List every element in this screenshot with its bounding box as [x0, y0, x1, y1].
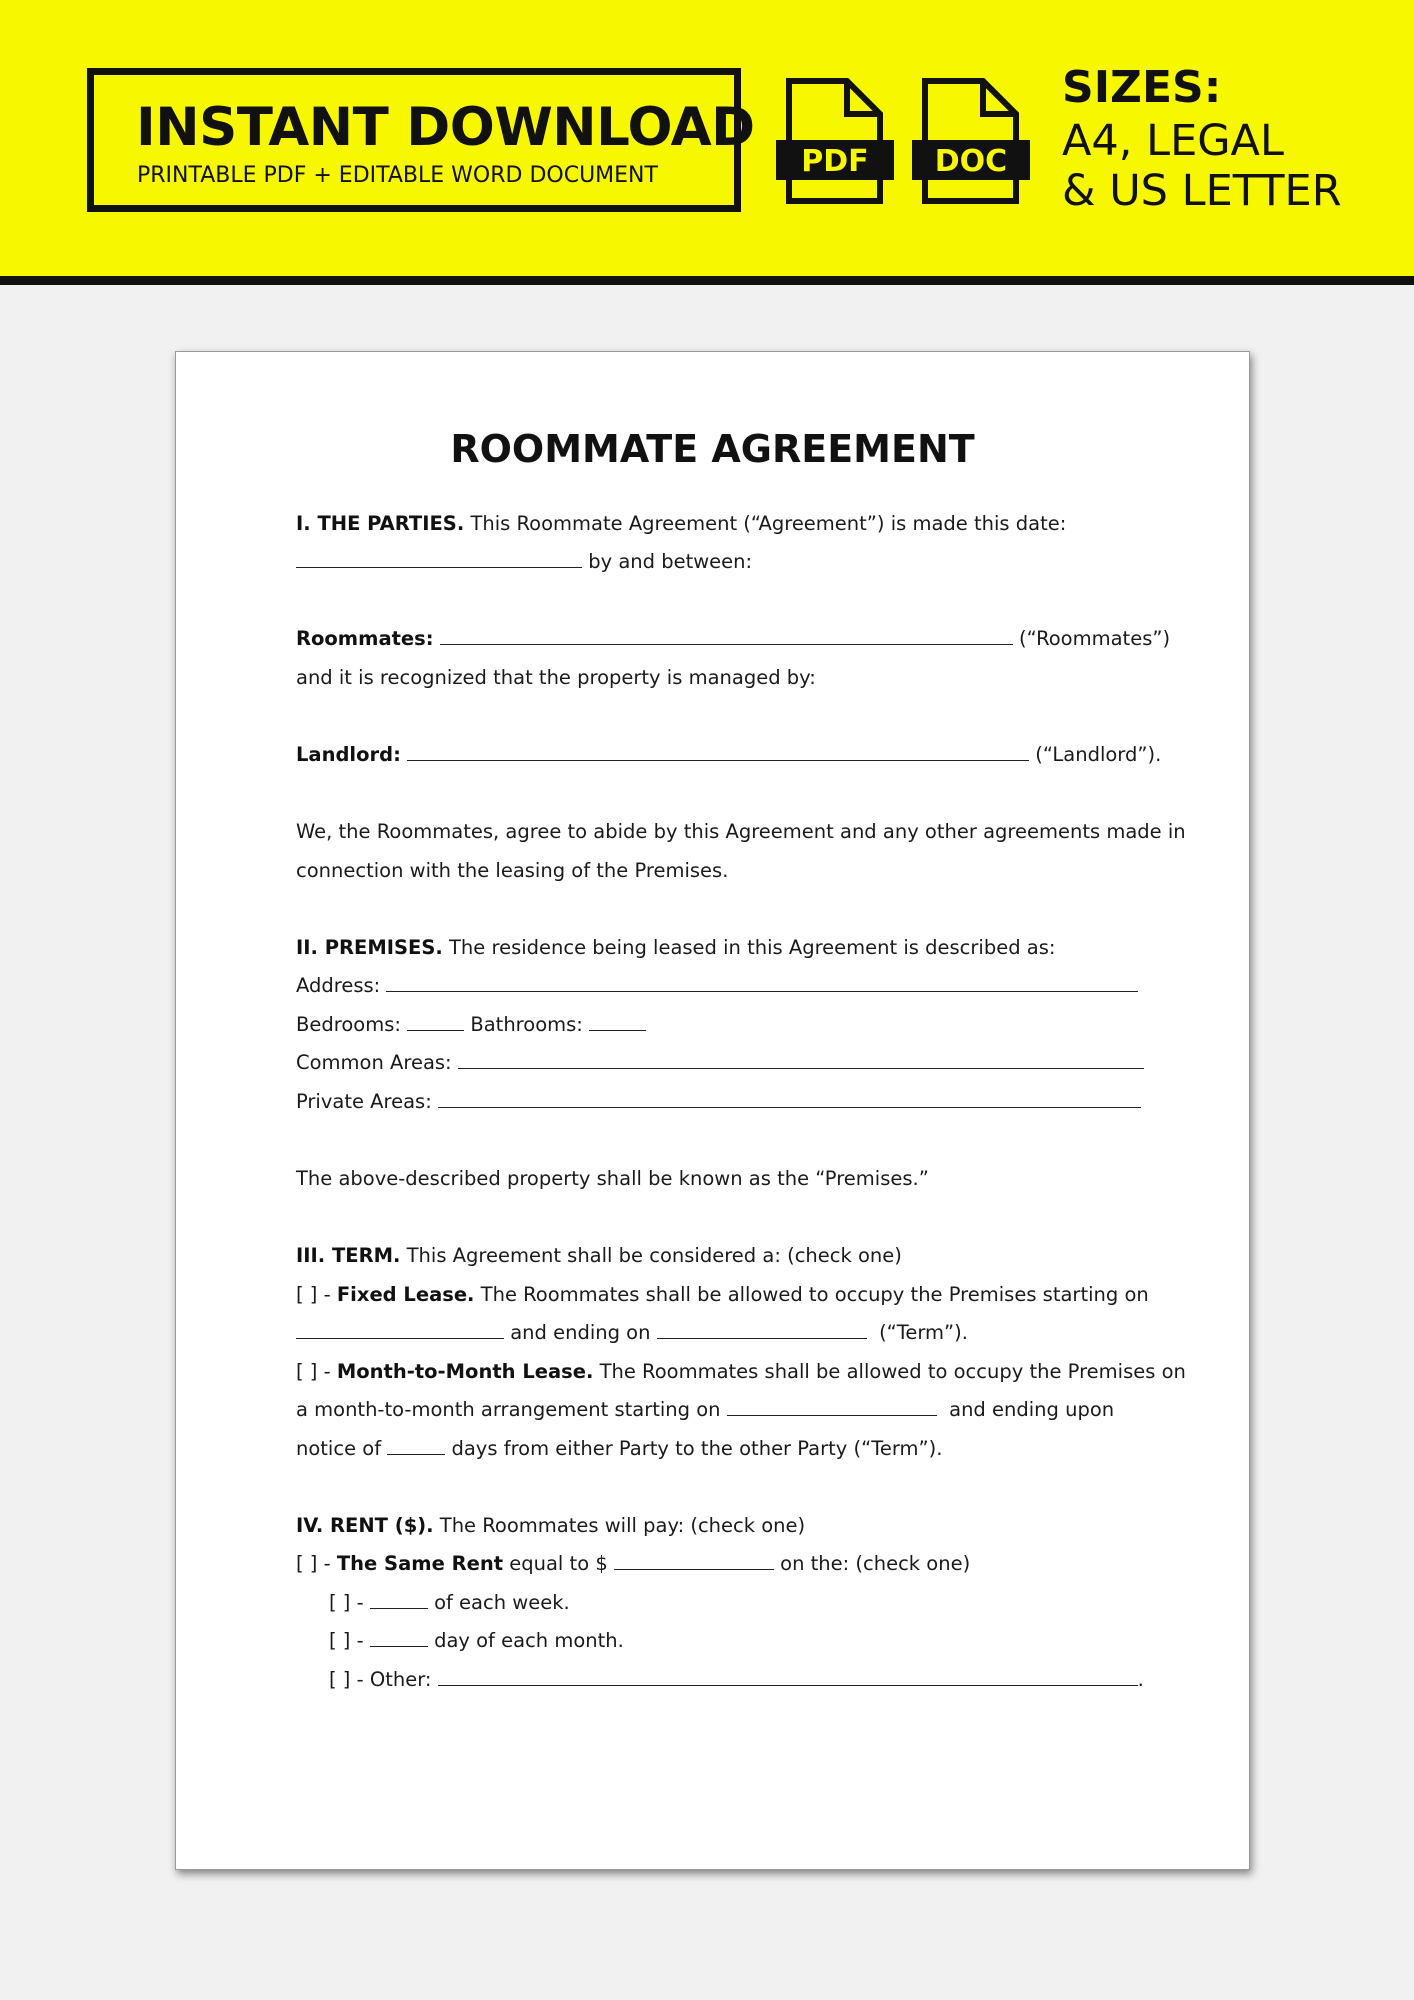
instant-download-subtitle: PRINTABLE PDF + EDITABLE WORD DOCUMENT	[137, 163, 658, 188]
roommates-suffix: (“Roommates”)	[1018, 627, 1171, 650]
same-rent-label: The Same Rent	[336, 1552, 504, 1575]
document-page	[175, 351, 1250, 1870]
fixed-start-blank[interactable]	[296, 1324, 504, 1339]
mtm-start-blank[interactable]	[727, 1401, 937, 1416]
monthly-option-line	[329, 1629, 624, 1652]
roommates-label: Roommates:	[296, 627, 434, 650]
date-line	[296, 550, 752, 573]
same-rent-on: on the: (check one)	[780, 1552, 971, 1575]
rent-line	[296, 1514, 805, 1537]
weekly-option-line	[329, 1591, 570, 1614]
fixed-lease-label: Fixed Lease.	[336, 1283, 475, 1306]
fixed-lease-text: The Roommates shall be allowed to occupy the Premises starting on	[480, 1283, 1149, 1306]
rent-text: The Roommates will pay: (check one)	[439, 1514, 806, 1537]
monthly-text: day of each month.	[434, 1629, 624, 1652]
parties-text: This Roommate Agreement (“Agreement”) is made this date:	[470, 512, 1067, 535]
mtm-lease-line	[296, 1360, 1186, 1383]
other-option-line	[329, 1668, 1144, 1691]
roommates-line	[296, 627, 1170, 650]
bathrooms-label: Bathrooms:	[470, 1013, 583, 1036]
instant-download-title: INSTANT DOWNLOAD	[136, 97, 755, 158]
same-rent-text: equal to $	[509, 1552, 608, 1575]
address-label: Address:	[296, 974, 381, 997]
monthly-checkbox[interactable]: [ ] -	[329, 1629, 364, 1652]
doc-label: DOC	[934, 144, 1008, 179]
mtm-start-text: a month-to-month arrangement starting on	[296, 1398, 721, 1421]
parties-line	[296, 512, 1066, 535]
address-blank[interactable]	[386, 977, 1138, 992]
weekly-checkbox[interactable]: [ ] -	[329, 1591, 364, 1614]
fixed-end-blank[interactable]	[657, 1324, 867, 1339]
document-title: ROOMMATE AGREEMENT	[450, 427, 975, 471]
premises-line	[296, 936, 1055, 959]
landlord-label: Landlord:	[296, 743, 401, 766]
fixed-ending-text: and ending on	[510, 1321, 651, 1344]
date-blank[interactable]	[296, 553, 582, 568]
mtm-lease-checkbox[interactable]: [ ] -	[296, 1360, 331, 1383]
address-line	[296, 974, 1138, 997]
common-areas-line	[296, 1051, 1144, 1074]
managed-by-line: and it is recognized that the property is managed by:	[296, 666, 816, 689]
instant-download-box	[87, 68, 755, 212]
roommates-blank[interactable]	[440, 630, 1013, 645]
bedrooms-label: Bedrooms:	[296, 1013, 401, 1036]
other-period: .	[1137, 1668, 1144, 1691]
premises-known-line: The above-described property shall be known as the “Premises.”	[296, 1167, 929, 1190]
rooms-line	[296, 1013, 646, 1036]
private-areas-label: Private Areas:	[296, 1090, 432, 1113]
rent-heading: IV. RENT ($).	[296, 1514, 434, 1537]
same-rent-checkbox[interactable]: [ ] -	[296, 1552, 331, 1575]
pdf-file-icon	[775, 78, 895, 206]
fixed-term-suffix: (“Term”).	[879, 1321, 968, 1344]
fixed-lease-checkbox[interactable]: [ ] -	[296, 1283, 331, 1306]
bathrooms-blank[interactable]	[589, 1016, 646, 1031]
private-areas-line	[296, 1090, 1141, 1113]
common-areas-blank[interactable]	[458, 1054, 1144, 1069]
mtm-ending-text: and ending upon	[949, 1398, 1115, 1421]
term-text: This Agreement shall be considered a: (check one)	[406, 1244, 902, 1267]
mtm-lease-text: The Roommates shall be allowed to occupy the Premises on	[599, 1360, 1186, 1383]
promo-banner	[0, 0, 1414, 276]
landlord-line	[296, 743, 1161, 766]
sizes-heading: SIZES:	[1062, 62, 1222, 113]
parties-heading: I. THE PARTIES.	[296, 512, 465, 535]
landlord-blank[interactable]	[407, 746, 1029, 761]
mtm-lease-label: Month-to-Month Lease.	[336, 1360, 594, 1383]
sizes-line-2: & US LETTER	[1062, 166, 1342, 216]
banner-divider	[0, 276, 1414, 285]
other-label: Other:	[369, 1668, 432, 1691]
sizes-line-1: A4, LEGAL	[1062, 116, 1284, 166]
premises-heading: II. PREMISES.	[296, 936, 443, 959]
agree-line-1: We, the Roommates, agree to abide by this Agreement and any other agreements made in	[296, 820, 1186, 843]
other-blank[interactable]	[438, 1671, 1138, 1686]
other-checkbox[interactable]: [ ] -	[329, 1668, 364, 1691]
agree-line-2: connection with the leasing of the Premises.	[296, 859, 729, 882]
fixed-lease-dates-line	[296, 1321, 968, 1344]
mtm-notice-line	[296, 1437, 942, 1460]
monthly-day-blank[interactable]	[370, 1632, 428, 1647]
rent-amount-blank[interactable]	[614, 1555, 774, 1570]
by-and-between: by and between:	[588, 550, 753, 573]
mtm-days-text: days from either Party to the other Party (“Term”).	[451, 1437, 943, 1460]
mtm-start-line	[296, 1398, 1114, 1421]
bedrooms-blank[interactable]	[407, 1016, 464, 1031]
mtm-notice-text: notice of	[296, 1437, 382, 1460]
weekly-day-blank[interactable]	[370, 1594, 428, 1609]
pdf-label: PDF	[801, 144, 869, 179]
common-areas-label: Common Areas:	[296, 1051, 452, 1074]
landlord-suffix: (“Landlord”).	[1035, 743, 1162, 766]
premises-text: The residence being leased in this Agreement is described as:	[449, 936, 1056, 959]
weekly-text: of each week.	[434, 1591, 570, 1614]
same-rent-line	[296, 1552, 970, 1575]
private-areas-blank[interactable]	[438, 1093, 1141, 1108]
fixed-lease-line	[296, 1283, 1149, 1306]
term-line	[296, 1244, 902, 1267]
term-heading: III. TERM.	[296, 1244, 401, 1267]
notice-days-blank[interactable]	[387, 1440, 445, 1455]
doc-file-icon	[911, 78, 1031, 206]
